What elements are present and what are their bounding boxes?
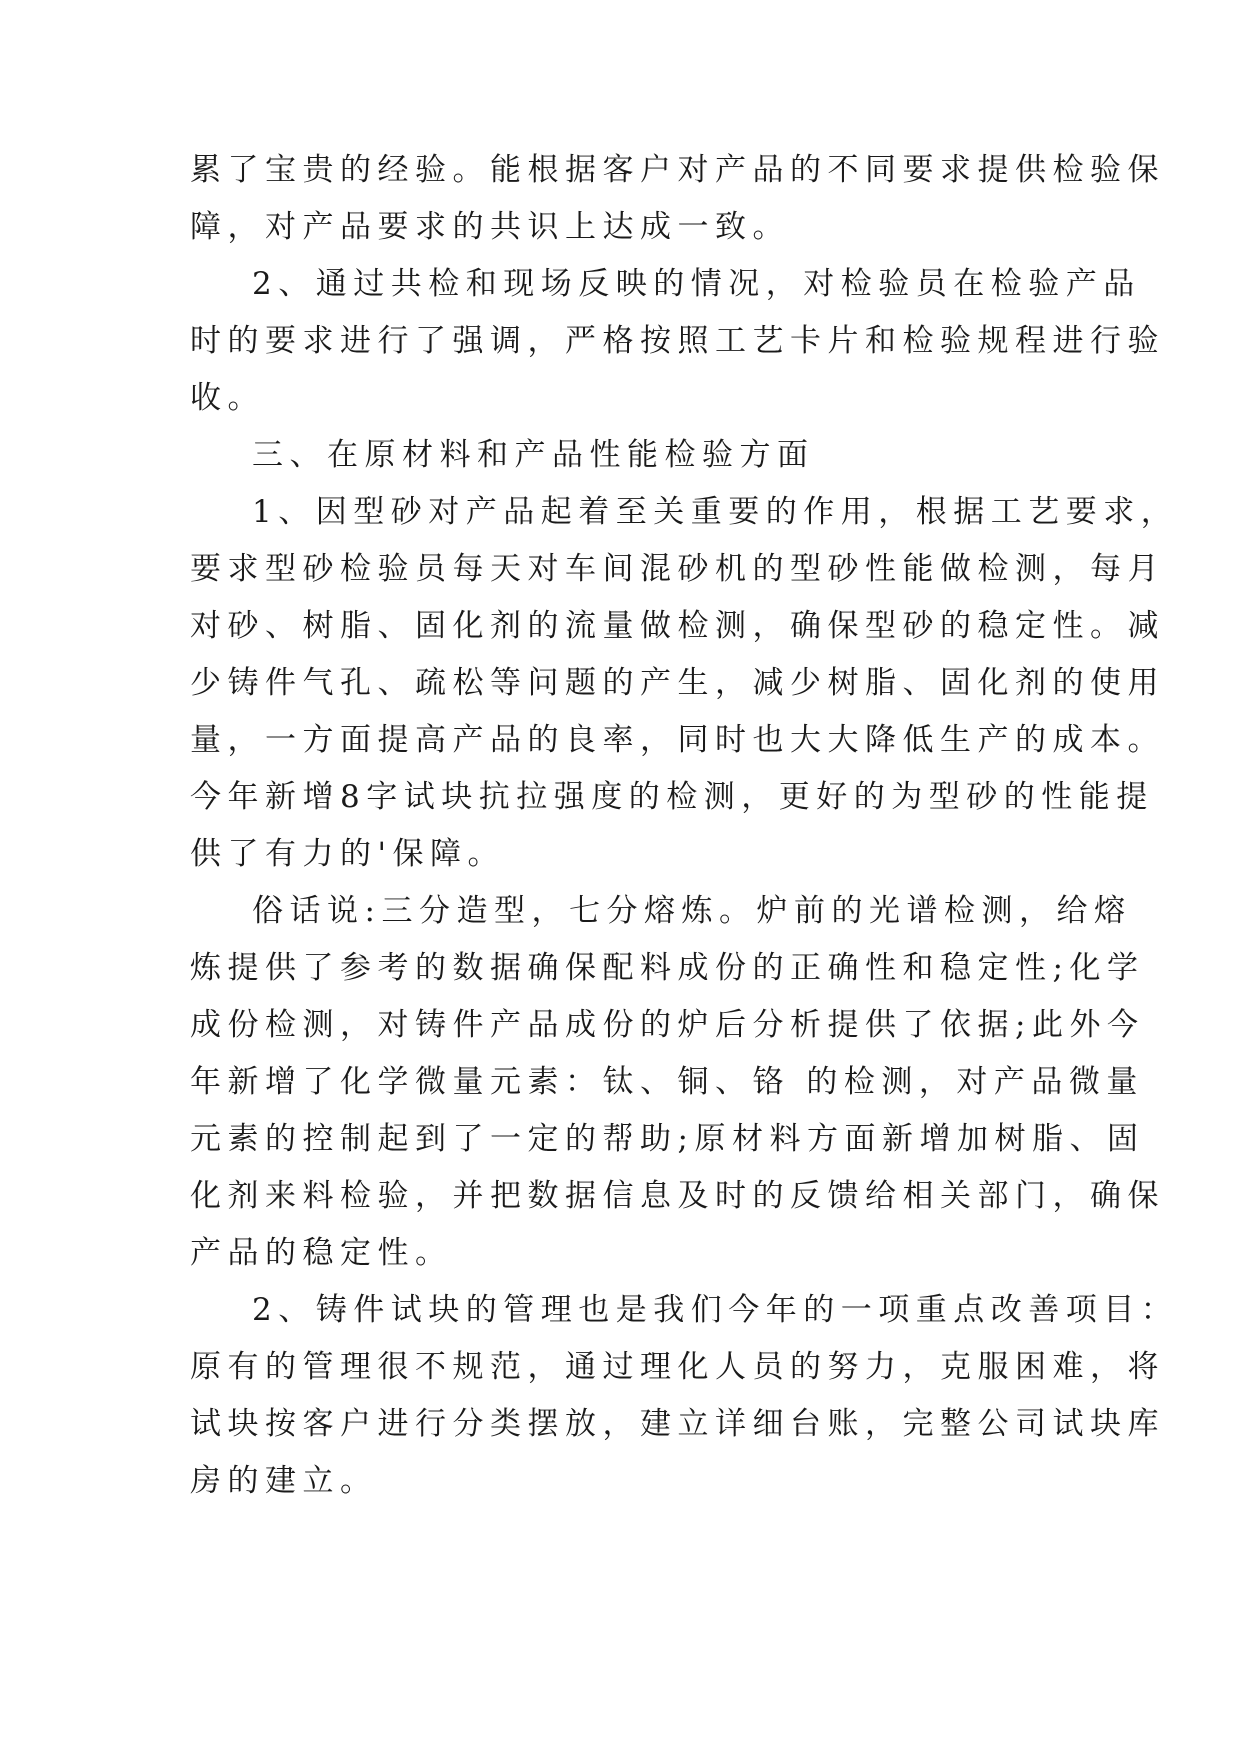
text-line: 少铸件气孔、疏松等问题的产生，减少树脂、固化剂的使用 [190,665,1165,701]
text-line: 要求型砂检验员每天对车间混砂机的型砂性能做检测，每月 [190,551,1165,587]
text-line: 化剂来料检验，并把数据信息及时的反馈给相关部门，确保 [190,1178,1165,1214]
text-line: 收。 [190,380,265,416]
text-line: 累了宝贵的经验。能根据客户对产品的不同要求提供检验保 [190,152,1165,188]
section-heading: 三、在原材料和产品性能检验方面 [252,437,815,473]
text-line: 元素的控制起到了一定的帮助;原材料方面新增加树脂、固 [190,1121,1145,1157]
text-line: 成份检测，对铸件产品成份的炉后分析提供了依据;此外今 [190,1007,1145,1043]
text-line: 供了有力的'保障。 [190,836,506,872]
text-line: 2、铸件试块的管理也是我们今年的一项重点改善项目： [252,1292,1179,1328]
text-line: 年新增了化学微量元素：钛、铜、铬 的检测，对产品微量 [190,1064,1144,1100]
text-line: 试块按客户进行分类摆放，建立详细台账，完整公司试块库 [190,1406,1165,1442]
text-line: 原有的管理很不规范，通过理化人员的努力，克服困难，将 [190,1349,1165,1385]
text-line: 房的建立。 [190,1463,378,1499]
text-line: 障，对产品要求的共识上达成一致。 [190,209,790,245]
text-line: 1、因型砂对产品起着至关重要的作用，根据工艺要求， [252,494,1179,530]
text-line: 2、通过共检和现场反映的情况，对检验员在检验产品 [252,266,1141,302]
text-line: 量，一方面提高产品的良率，同时也大大降低生产的成本。 [190,722,1165,758]
text-line: 俗话说:三分造型，七分熔炼。炉前的光谱检测，给熔 [252,893,1132,929]
text-line: 产品的稳定性。 [190,1235,453,1271]
text-line: 时的要求进行了强调，严格按照工艺卡片和检验规程进行验 [190,323,1165,359]
text-line: 炼提供了参考的数据确保配料成份的正确性和稳定性;化学 [190,950,1145,986]
text-line: 对砂、树脂、固化剂的流量做检测，确保型砂的稳定性。减 [190,608,1165,644]
text-line: 今年新增8字试块抗拉强度的检测，更好的为型砂的性能提 [190,779,1154,815]
